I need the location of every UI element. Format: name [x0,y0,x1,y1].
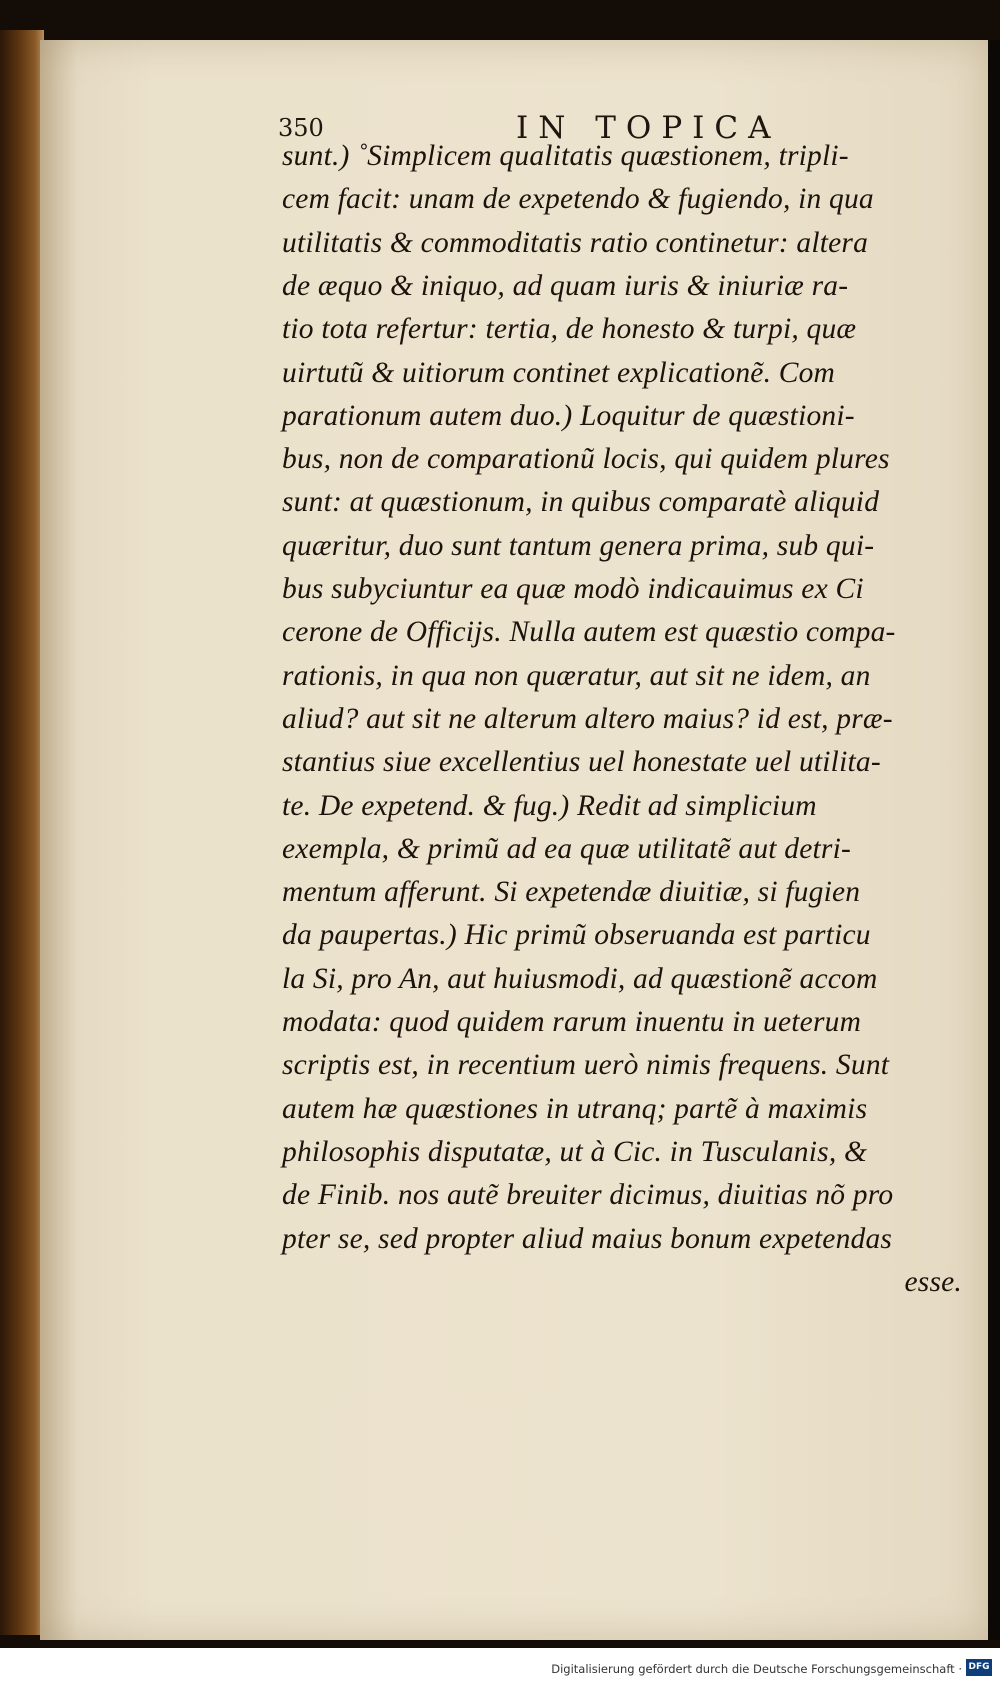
text-line: de Finib. nos autẽ breuiter dicimus, diuitias nõ pro [282,1179,894,1212]
book-spine-edge [0,30,44,1635]
page-number: 350 [278,114,324,142]
text-line: bus, non de comparationũ locis, qui quidem plures [282,443,890,476]
text-line: esse. [904,1265,962,1298]
text-line: autem hæ quæstiones in utranq; partẽ à maximis [282,1092,868,1125]
text-line: cerone de Officijs. Nulla autem est quæstio compa- [282,616,896,649]
text-line: parationum autem duo.) Loquitur de quæstioni- [282,399,855,432]
text-line: philosophis disputatæ, ut à Cic. in Tusculanis, & [282,1135,868,1168]
text-line: aliud? aut sit ne alterum altero maius? id est, præ- [282,702,893,735]
text-line: tio tota refertur: tertia, de honesto & turpi, quæ [282,313,857,346]
text-line: scriptis est, in recentium uerò nimis frequens. Sunt [282,1049,890,1082]
dfg-logo: DFG [966,1659,992,1676]
text-line: quæritur, duo sunt tantum genera prima, sub qui- [282,529,875,562]
text-line: pter se, sed propter aliud maius bonum expetendas [282,1222,893,1255]
text-line: modata: quod quidem rarum inuentu in ueterum [282,1006,862,1038]
text-line: bus subyciuntur ea quæ modò indicauimus ex Ci [282,573,864,605]
text-line: stantius siue excellentius uel honestate uel utilita- [282,746,881,779]
text-line: utilitatis & commoditatis ratio continetur: altera [282,226,869,259]
running-head: IN TOPICA [516,110,781,146]
text-line: sunt.) ˚Simplicem qualitatis quæstionem, tripli- [282,140,849,172]
text-line: de æquo & iniquo, ad quam iuris & iniuriæ ra- [282,269,849,302]
digitization-credit: Digitalisierung gefördert durch die Deutsche Forschungsgemeinschaft · [551,1662,962,1676]
text-line: mentum afferunt. Si expetendæ diuitiæ, si fugien [282,876,861,909]
footer-bar [0,1648,1000,1686]
text-line: exempla, & primũ ad ea quæ utilitatẽ aut detri- [282,832,852,865]
text-line: cem facit: unam de expetendo & fugiendo, in qua [282,183,874,216]
text-line: rationis, in qua non quæratur, aut sit ne idem, an [282,659,871,692]
text-line: da paupertas.) Hic primũ obseruanda est particu [282,919,871,952]
text-line: uirtutũ & uitiorum continet explicationẽ. Com [282,356,836,389]
text-line: te. De expetend. & fug.) Redit ad simplicium [282,789,817,822]
text-line: sunt: at quæstionum, in quibus comparatè aliquid [282,486,880,519]
text-line: la Si, pro An, aut huiusmodi, ad quæstionẽ accom [282,962,878,995]
